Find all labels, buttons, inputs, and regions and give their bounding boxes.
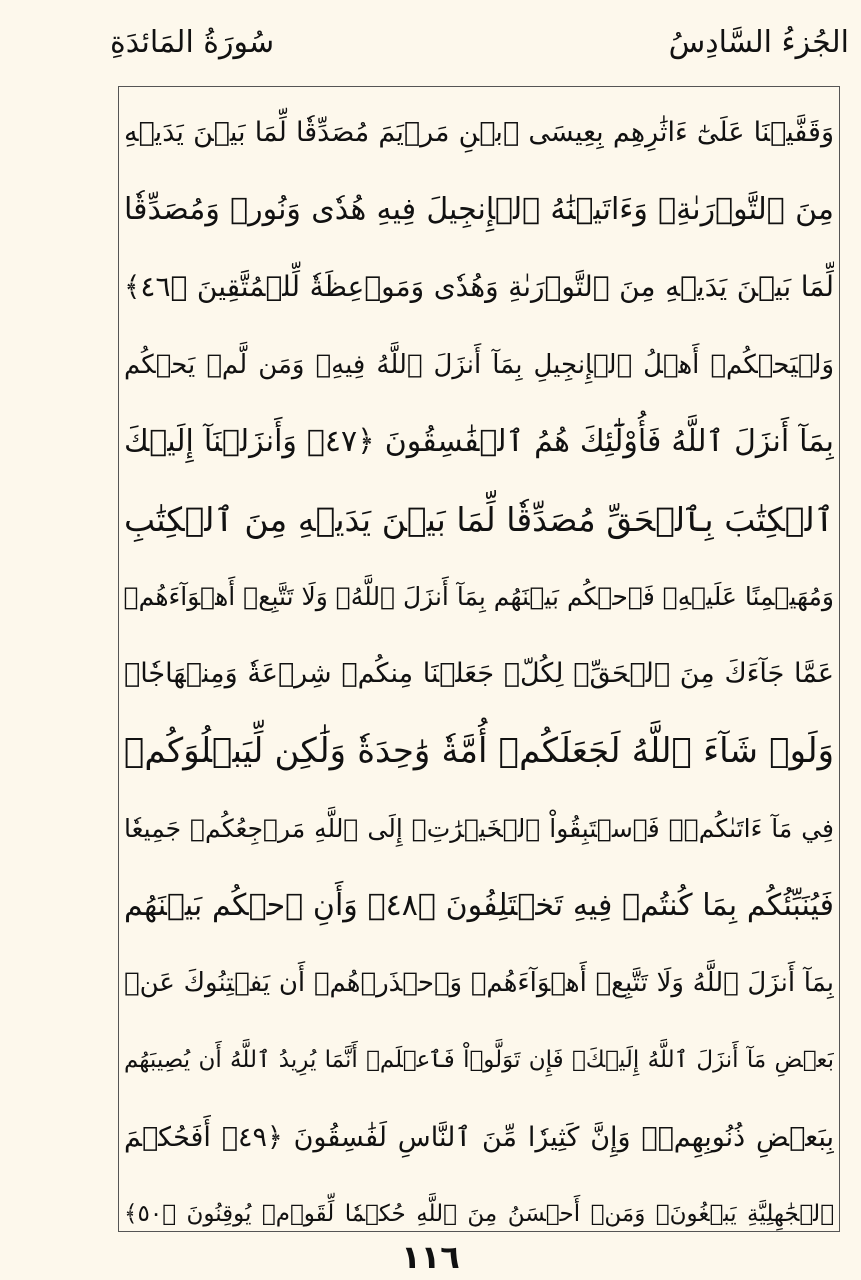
text-line: مِنَ ٱلتَّوۡرَىٰةِۖ وَءَاتَيۡنَٰهُ ٱلۡإِنجِيلَ فِيهِ هُدٗى وَنُورٞ وَمُصَدِّقٗا (124, 191, 834, 227)
text-line: وَلۡيَحۡكُمۡ أَهۡلُ ٱلۡإِنجِيلِ بِمَآ أَنزَلَ ٱللَّهُ فِيهِۚ وَمَن لَّمۡ يَحۡكُم (124, 349, 834, 380)
page-header (110, 18, 849, 68)
text-line: عَمَّا جَآءَكَ مِنَ ٱلۡحَقِّۚ لِكُلّٖ جَعَلۡنَا مِنكُمۡ شِرۡعَةٗ وَمِنۡهَاجٗاۚ (124, 658, 834, 690)
text-line: ٱلۡجَٰهِلِيَّةِ يَبۡغُونَۚ وَمَنۡ أَحۡسَنُ مِنَ ٱللَّهِ حُكۡمٗا لِّقَوۡمٖ يُوقِنُونَ ﴿٥٠﴾ (124, 1201, 834, 1228)
surah-title: سُورَةُ المَائدَةِ (110, 25, 275, 60)
text-line: فَيُنَبِّئُكُم بِمَا كُنتُمۡ فِيهِ تَخۡتَلِفُونَ ﴿٤٨﴾ وَأَنِ ٱحۡكُم بَيۡنَهُم (124, 887, 834, 923)
quran-text (124, 94, 834, 1253)
text-line: ٱلۡكِتَٰبَ بِٱلۡحَقِّ مُصَدِّقٗا لِّمَا بَيۡنَ يَدَيۡهِ مِنَ ٱلۡكِتَٰبِ (124, 499, 834, 539)
text-line: وَقَفَّيۡنَا عَلَىٰٓ ءَاثَٰرِهِم بِعِيسَى ٱبۡنِ مَرۡيَمَ مُصَدِّقٗا لِّمَا بَيۡنَ يَدَيۡهِ (124, 117, 834, 149)
text-line: بِبَعۡضِ ذُنُوبِهِمۡۗ وَإِنَّ كَثِيرٗا مِّنَ ٱلنَّاسِ لَفَٰسِقُونَ ﴿٤٩﴾ أَفَحُكۡمَ (124, 1122, 834, 1153)
page-number: ١١٦ (401, 1238, 460, 1276)
text-line: وَمُهَيۡمِنًا عَلَيۡهِۖ فَٱحۡكُم بَيۡنَهُم بِمَآ أَنزَلَ ٱللَّهُۖ وَلَا تَتَّبِعۡ أَهۡوَآءَهُمۡ (124, 581, 834, 611)
juz-title: الجُزءُ السَّادِسُ (668, 25, 849, 60)
text-line: وَلَوۡ شَآءَ ٱللَّهُ لَجَعَلَكُمۡ أُمَّةٗ وَٰحِدَةٗ وَلَٰكِن لِّيَبۡلُوَكُمۡ (124, 731, 834, 772)
text-line: بِمَآ أَنزَلَ ٱللَّهُ فَأُوْلَٰٓئِكَ هُمُ ٱلۡفَٰسِقُونَ ﴿٤٧﴾ وَأَنزَلۡنَآ إِلَيۡكَ (124, 423, 834, 459)
text-line: فِي مَآ ءَاتَىٰكُمۡۖ فَٱسۡتَبِقُواْ ٱلۡخَيۡرَٰتِۚ إِلَى ٱللَّهِ مَرۡجِعُكُمۡ جَمِيعٗا (124, 813, 834, 843)
text-line: لِّمَا بَيۡنَ يَدَيۡهِ مِنَ ٱلتَّوۡرَىٰةِ وَهُدٗى وَمَوۡعِظَةٗ لِّلۡمُتَّقِينَ ﴿٤٦﴾ (124, 270, 834, 304)
text-line: بَعۡضِ مَآ أَنزَلَ ٱللَّهُ إِلَيۡكَۖ فَإِن تَوَلَّوۡاْ فَٱعۡلَمۡ أَنَّمَا يُرِيدُ ٱللَّهُ أَن يُصِيبَهُم (124, 1046, 834, 1073)
text-line: بِمَآ أَنزَلَ ٱللَّهُ وَلَا تَتَّبِعۡ أَهۡوَآءَهُمۡ وَٱحۡذَرۡهُمۡ أَن يَفۡتِنُوكَ عَنۢ (124, 967, 834, 998)
